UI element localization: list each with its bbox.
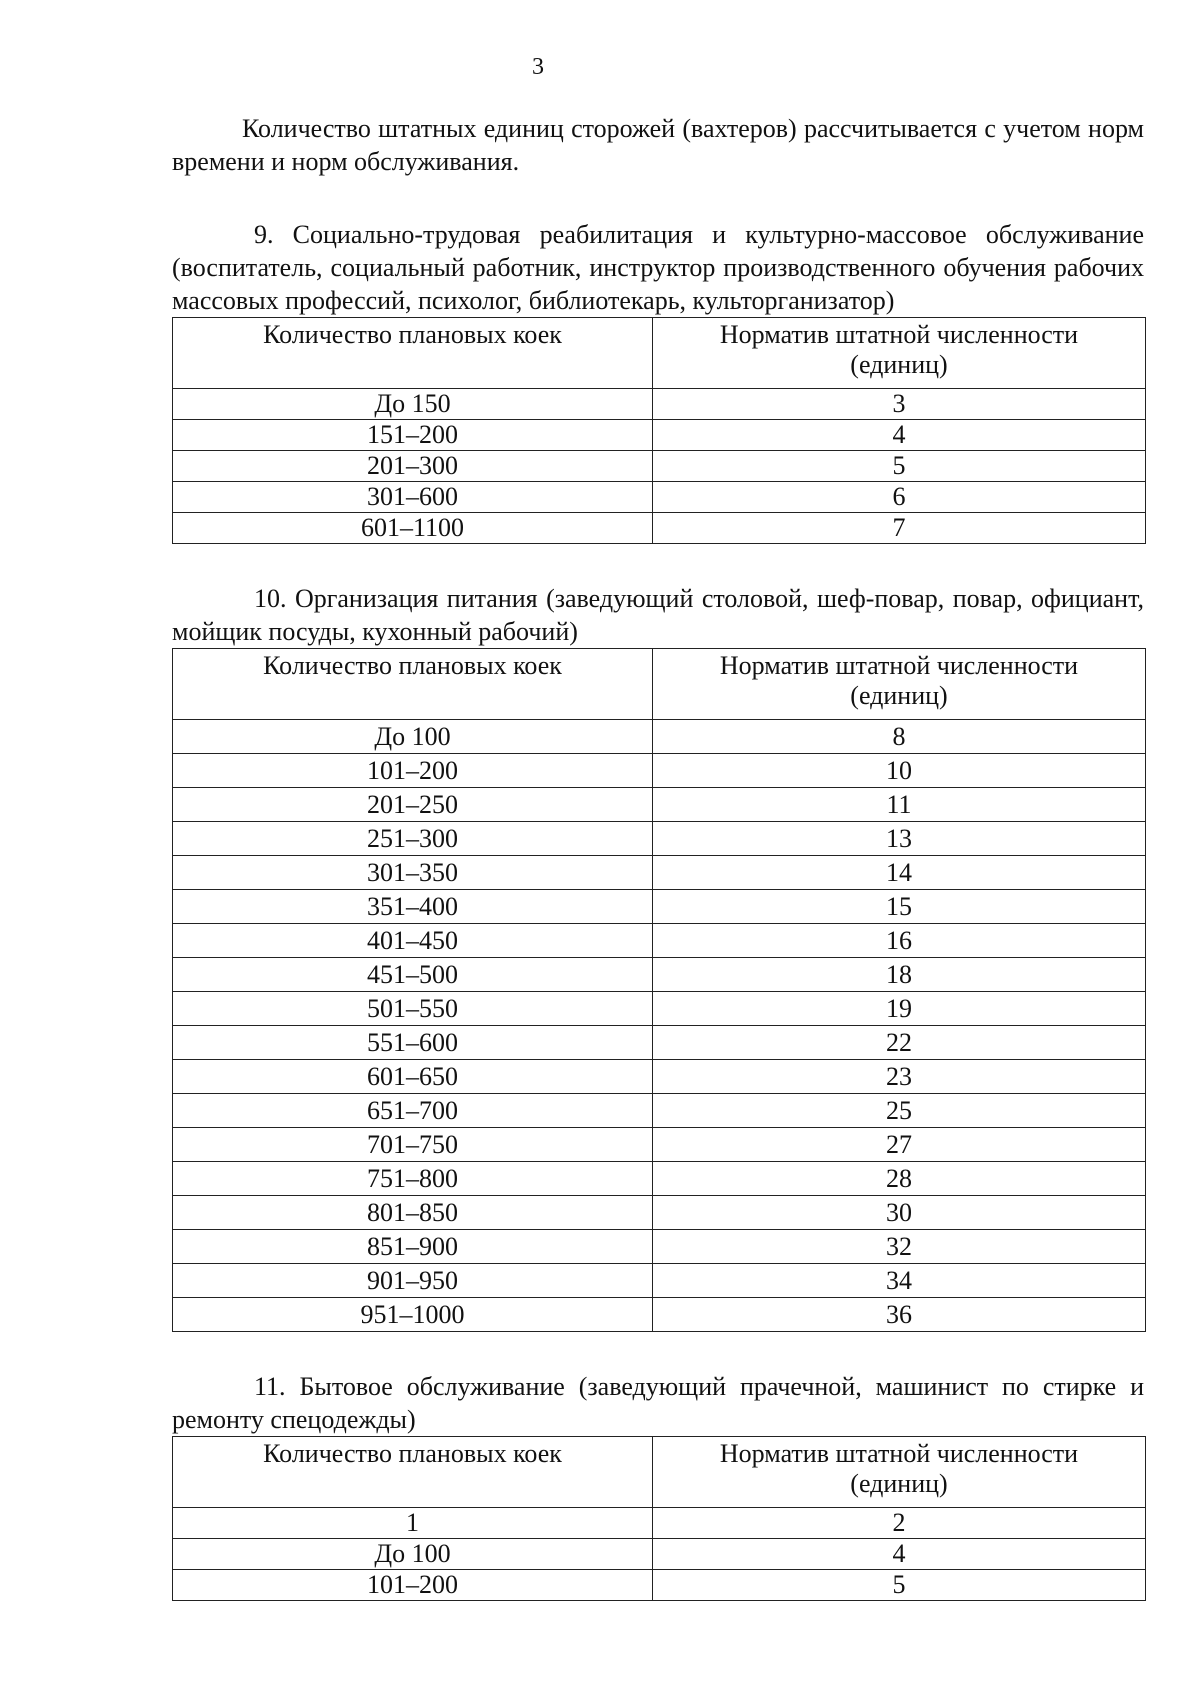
header-beds: Количество плановых коек [173, 649, 653, 720]
beds-cell: 601–1100 [173, 513, 653, 544]
table-row [173, 958, 1146, 992]
staffing-table [172, 317, 1146, 544]
staff-cell: 18 [653, 958, 1146, 992]
header-staff-norm-line1: Норматив штатной численности [719, 1439, 1079, 1468]
staff-cell: 25 [653, 1094, 1146, 1128]
beds-cell: До 150 [173, 389, 653, 420]
beds-cell: 101–200 [173, 754, 653, 788]
staff-cell: 34 [653, 1264, 1146, 1298]
beds-cell: 551–600 [173, 1026, 653, 1060]
staff-cell: 8 [653, 720, 1146, 754]
table-row [173, 1570, 1146, 1601]
header-beds: Количество плановых коек [173, 1437, 653, 1508]
staff-cell: 7 [653, 513, 1146, 544]
header-staff-norm-line1: Норматив штатной численности [719, 320, 1079, 349]
table-row [173, 1026, 1146, 1060]
table-row [173, 1230, 1146, 1264]
intro-paragraph: Количество штатных единиц сторожей (вахтеров) рассчитывается с учетом норм времени и норм обслуживания. [172, 114, 1144, 176]
beds-cell: 201–300 [173, 451, 653, 482]
staff-cell: 16 [653, 924, 1146, 958]
staff-cell: 11 [653, 788, 1146, 822]
table-row [173, 1264, 1146, 1298]
table-header-row [173, 649, 1146, 720]
beds-cell: До 100 [173, 720, 653, 754]
section-heading: 10. Организация питания (заведующий столовой, шеф-повар, повар, официант, мойщик посуды, кухонный рабочий) [172, 584, 1144, 646]
beds-cell: 851–900 [173, 1230, 653, 1264]
staff-cell: 23 [653, 1060, 1146, 1094]
staff-cell: 14 [653, 856, 1146, 890]
beds-cell: 651–700 [173, 1094, 653, 1128]
table-row [173, 822, 1146, 856]
section-10 [172, 582, 1144, 1332]
beds-cell: 801–850 [173, 1196, 653, 1230]
header-staff-norm [653, 1437, 1146, 1508]
beds-cell: 201–250 [173, 788, 653, 822]
beds-cell: 901–950 [173, 1264, 653, 1298]
beds-cell: 751–800 [173, 1162, 653, 1196]
beds-cell: 451–500 [173, 958, 653, 992]
table-row [173, 451, 1146, 482]
beds-cell: 1 [173, 1508, 653, 1539]
staff-cell: 6 [653, 482, 1146, 513]
beds-cell: До 100 [173, 1539, 653, 1570]
table-row [173, 890, 1146, 924]
beds-cell: 301–600 [173, 482, 653, 513]
table-row [173, 1128, 1146, 1162]
beds-cell: 701–750 [173, 1128, 653, 1162]
staff-cell: 15 [653, 890, 1146, 924]
header-staff-norm [653, 649, 1146, 720]
beds-cell: 501–550 [173, 992, 653, 1026]
table-row [173, 1196, 1146, 1230]
table-header-row [173, 318, 1146, 389]
header-beds: Количество плановых коек [173, 318, 653, 389]
table-row [173, 1508, 1146, 1539]
table-row [173, 754, 1146, 788]
beds-cell: 601–650 [173, 1060, 653, 1094]
table-row [173, 513, 1146, 544]
staff-cell: 32 [653, 1230, 1146, 1264]
staff-cell: 13 [653, 822, 1146, 856]
staff-cell: 4 [653, 420, 1146, 451]
header-staff-norm-line2: (единиц) [850, 350, 948, 379]
staff-cell: 36 [653, 1298, 1146, 1332]
header-staff-norm-line2: (единиц) [850, 681, 948, 710]
staff-cell: 2 [653, 1508, 1146, 1539]
header-staff-norm-line2: (единиц) [850, 1469, 948, 1498]
staff-cell: 27 [653, 1128, 1146, 1162]
section-heading: 9. Социально-трудовая реабилитация и культурно-массовое обслуживание (воспитатель, социальный работник, инструктор производственного обучения рабочих массовых профессий, психолог, библиотекарь, культорганизатор) [172, 220, 1144, 315]
table-header-row [173, 1437, 1146, 1508]
beds-cell: 251–300 [173, 822, 653, 856]
beds-cell: 351–400 [173, 890, 653, 924]
section-11 [172, 1370, 1144, 1601]
beds-cell: 401–450 [173, 924, 653, 958]
beds-cell: 101–200 [173, 1570, 653, 1601]
section-heading: 11. Бытовое обслуживание (заведующий прачечной, машинист по стирке и ремонту спецодежды) [172, 1372, 1144, 1434]
header-staff-norm [653, 318, 1146, 389]
table-row [173, 1298, 1146, 1332]
table-row [173, 389, 1146, 420]
table-row [173, 1162, 1146, 1196]
staff-cell: 22 [653, 1026, 1146, 1060]
table-row [173, 992, 1146, 1026]
staffing-table [172, 1436, 1146, 1601]
beds-cell: 301–350 [173, 856, 653, 890]
header-staff-norm-line1: Норматив штатной численности [719, 651, 1079, 680]
table-row [173, 720, 1146, 754]
section-9 [172, 218, 1144, 544]
staff-cell: 30 [653, 1196, 1146, 1230]
table-row [173, 1539, 1146, 1570]
document-body [172, 112, 1144, 1601]
staffing-table [172, 648, 1146, 1332]
table-row [173, 856, 1146, 890]
staff-cell: 28 [653, 1162, 1146, 1196]
staff-cell: 3 [653, 389, 1146, 420]
table-row [173, 1060, 1146, 1094]
staff-cell: 5 [653, 451, 1146, 482]
table-row [173, 420, 1146, 451]
beds-cell: 951–1000 [173, 1298, 653, 1332]
staff-cell: 10 [653, 754, 1146, 788]
staff-cell: 19 [653, 992, 1146, 1026]
staff-cell: 4 [653, 1539, 1146, 1570]
table-row [173, 1094, 1146, 1128]
table-row [173, 482, 1146, 513]
table-row [173, 924, 1146, 958]
beds-cell: 151–200 [173, 420, 653, 451]
staff-cell: 5 [653, 1570, 1146, 1601]
page-number: 3 [532, 54, 544, 80]
table-row [173, 788, 1146, 822]
